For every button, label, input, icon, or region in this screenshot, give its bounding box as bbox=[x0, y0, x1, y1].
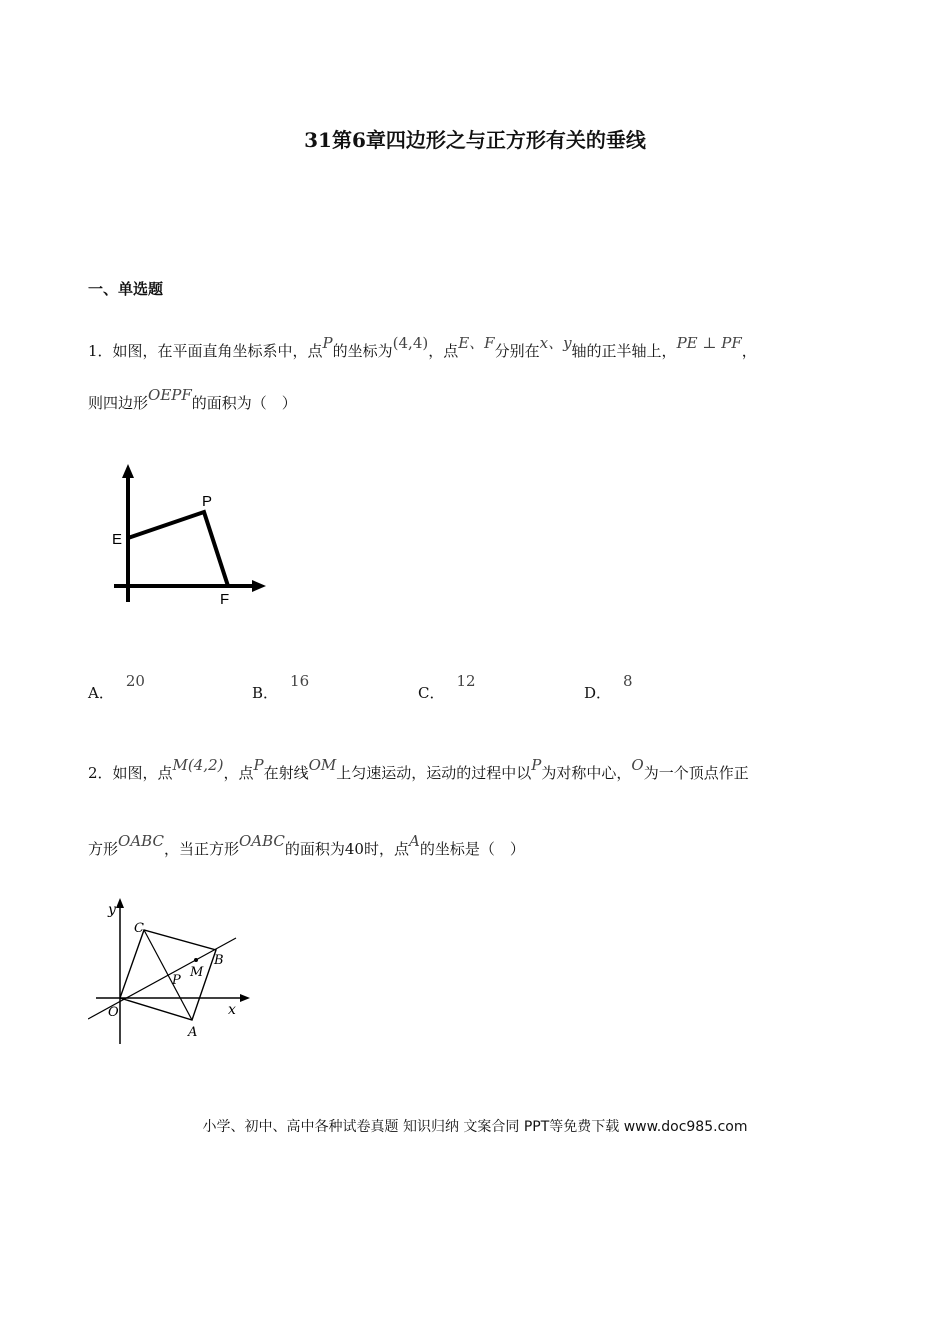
q1-line-2 bbox=[88, 386, 297, 413]
option-value: 8 bbox=[623, 672, 633, 690]
footer: 小学、初中、高中各种试卷真题 知识归纳 文案合同 PPT等免费下载 www.doc985.com bbox=[202, 1119, 748, 1135]
math-P: P bbox=[253, 756, 264, 774]
label-B: B bbox=[214, 953, 224, 968]
point-M bbox=[194, 958, 198, 962]
q2-text: 为对称中心， bbox=[541, 764, 632, 782]
q2-figure bbox=[88, 896, 258, 1046]
q2-text: 上匀速运动，运动的过程中以 bbox=[336, 764, 532, 782]
q2-text: 在射线 bbox=[263, 764, 309, 782]
x-arrow bbox=[252, 580, 266, 592]
math-P: P bbox=[531, 756, 542, 774]
option-label: B． bbox=[252, 684, 279, 702]
q1-text: 的坐标为 bbox=[332, 342, 393, 360]
q1-text: ， bbox=[741, 342, 757, 360]
diagonal-CA bbox=[144, 930, 192, 1020]
label-E: E bbox=[112, 531, 123, 548]
math-M: M(4,2) bbox=[172, 756, 224, 774]
math-xy: x、y bbox=[539, 334, 572, 352]
option-value: 20 bbox=[125, 672, 145, 690]
option-b[interactable] bbox=[252, 672, 310, 703]
math-EF: E、F bbox=[458, 334, 495, 352]
option-a[interactable] bbox=[88, 672, 145, 703]
q2-text: 2．如图，点 bbox=[88, 764, 173, 782]
math-P: P bbox=[322, 334, 333, 352]
label-A: A bbox=[188, 1025, 198, 1040]
q1-text: 分别在 bbox=[494, 342, 540, 360]
q1-text: 1．如图，在平面直角坐标系中，点 bbox=[88, 342, 323, 360]
label-x: x bbox=[228, 1002, 236, 1018]
option-label: D． bbox=[584, 684, 612, 702]
label-C: C bbox=[134, 921, 144, 936]
q2-text: 的面积为40时，点 bbox=[284, 840, 409, 858]
math-coord: (4,4) bbox=[392, 334, 429, 352]
q2-line-1 bbox=[88, 756, 749, 783]
q2-text: ，当正方形 bbox=[163, 840, 239, 858]
page-title: 31第6章四边形之与正方形有关的垂线 bbox=[304, 128, 646, 152]
q1-text: 轴的正半轴上， bbox=[571, 342, 677, 360]
y-arrow bbox=[122, 464, 134, 478]
option-label: C． bbox=[418, 684, 445, 702]
option-label: A． bbox=[88, 684, 114, 702]
label-y: y bbox=[108, 902, 116, 918]
quad-edges bbox=[128, 512, 228, 586]
q2-line-2 bbox=[88, 832, 525, 859]
x-arrow bbox=[240, 994, 250, 1002]
q2-text: 为一个顶点作正 bbox=[643, 764, 749, 782]
q1-line-1 bbox=[88, 334, 757, 361]
label-F: F bbox=[220, 591, 230, 608]
math-OABC: OABC bbox=[118, 832, 164, 850]
q1-text: ，点 bbox=[428, 342, 459, 360]
option-value: 12 bbox=[456, 672, 476, 690]
label-P: P bbox=[202, 493, 213, 510]
option-c[interactable] bbox=[418, 672, 476, 703]
math-perp: PE ⊥ PF bbox=[676, 334, 742, 352]
y-arrow bbox=[116, 898, 124, 908]
label-P: P bbox=[172, 973, 181, 988]
math-OABC: OABC bbox=[238, 832, 285, 850]
math-OM: OM bbox=[308, 756, 337, 774]
math-O: O bbox=[631, 756, 644, 774]
option-value: 16 bbox=[290, 672, 310, 690]
q2-text: 方形 bbox=[88, 840, 119, 858]
q1-text: 的面积为（ ） bbox=[191, 394, 297, 412]
math-quad: OEPF bbox=[148, 386, 192, 404]
q2-text: ，点 bbox=[223, 764, 254, 782]
q1-figure bbox=[108, 460, 278, 610]
label-M: M bbox=[190, 965, 204, 980]
label-O: O bbox=[108, 1005, 119, 1020]
q2-text: 的坐标是（ ） bbox=[419, 840, 525, 858]
option-d[interactable] bbox=[584, 672, 633, 703]
section-heading: 一、单选题 bbox=[88, 280, 164, 298]
q1-text: 则四边形 bbox=[88, 394, 149, 412]
math-A: A bbox=[408, 832, 420, 850]
